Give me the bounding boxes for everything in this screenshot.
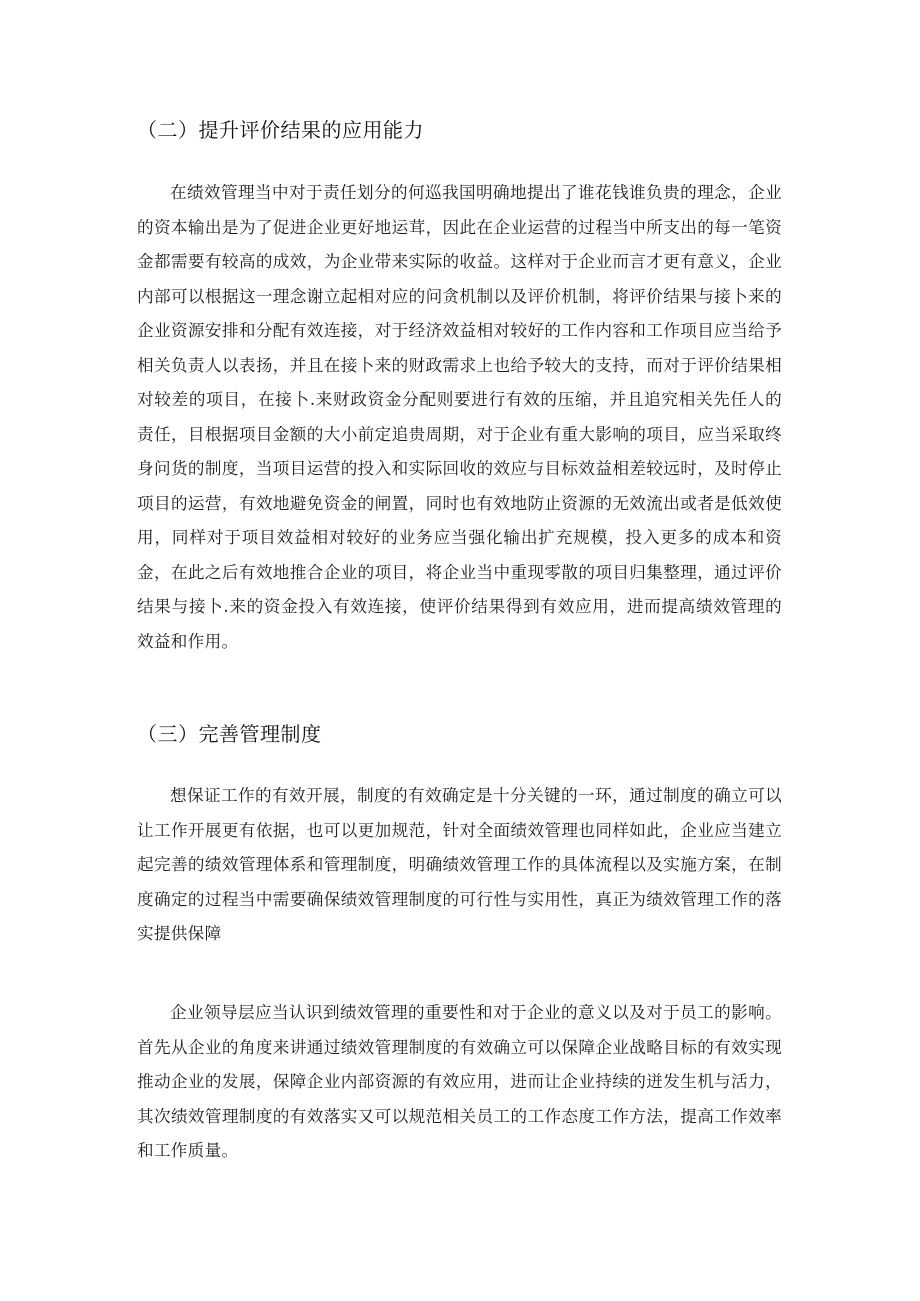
paragraph-leadership-awareness: 企业领导层应当认识到绩效管理的重要性和对于企业的意义以及对于员工的影响。首先从企业的角度来讲通过绩效管理制度的有效确立可以保障企业战略目标的有效实现推动企业的发展，保障企业内部资源的有效应用，进而让企业持续的迸发生机与活力，其次绩效管理制度的有效落实又可以规范相关员工的工作态度工作方法，提高工作效率和工作质量。 [137,1003,782,1160]
section-heading-improve-evaluation-application: （二）提升评价结果的应用能力 [137,118,424,142]
paragraph-management-system: 想保证工作的有效开展，制度的有效确定是十分关键的一环，通过制度的确立可以让工作开展更有依据，也可以更加规范，针对全面绩效管理也同样如此，企业应当建立起完善的绩效管理体系和管理制度，明确绩效管理工作的具体流程以及实施方案，在制度确定的过程当中需要确保绩效管理制度的可行性与实用性，真正为绩效管理工作的落实提供保障 [137,786,782,943]
paragraph-evaluation-results: 在绩效管理当中对于责任划分的何巡我国明确地提出了谁花钱谁负贵的理念，企业的资本输出是为了促进企业更好地运茸，因此在企业运营的过程当中所支出的每一笔资金都需要有较高的成效，为企业带来实际的收益。这样对于企业而言才更有意义，企业内部可以根据这一理念谢立起相对应的问贪机制以及评价机制，将评价结果与接卜来的企业资源安排和分配有效连接，对于经济效益相对较好的工作内容和工作项目应当给予相关负责人以表扬，并且在接卜来的财政需求上也给予较大的支持，而对于评价结果相对较差的项目，在接卜.来财政资金分配则要进行有效的压缩，并且追究相关先任人的责任，目根据项目金额的大小前定追贵周期，对于企业有重大影响的项目，应当采取终身问货的制度，当项目运营的投入和实际回收的效应与目标效益相差较远时，及时停止项目的运营，有效地避免资金的闸置，同时也有效地防止资源的无效流出或者是低效使用，同样对于项目效益相对较好的业务应当强化输出扩充规模，投入更多的成本和资金，在此之后有效地推合企业的项目，将企业当中重现零散的项目归集整理，通过评价结果与接卜.来的资金投入有效连接，使评价结果得到有效应用，进而提高绩效管理的效益和作用。 [137,183,782,651]
section-heading-improve-management-system: （三）完善管理制度 [137,722,322,746]
